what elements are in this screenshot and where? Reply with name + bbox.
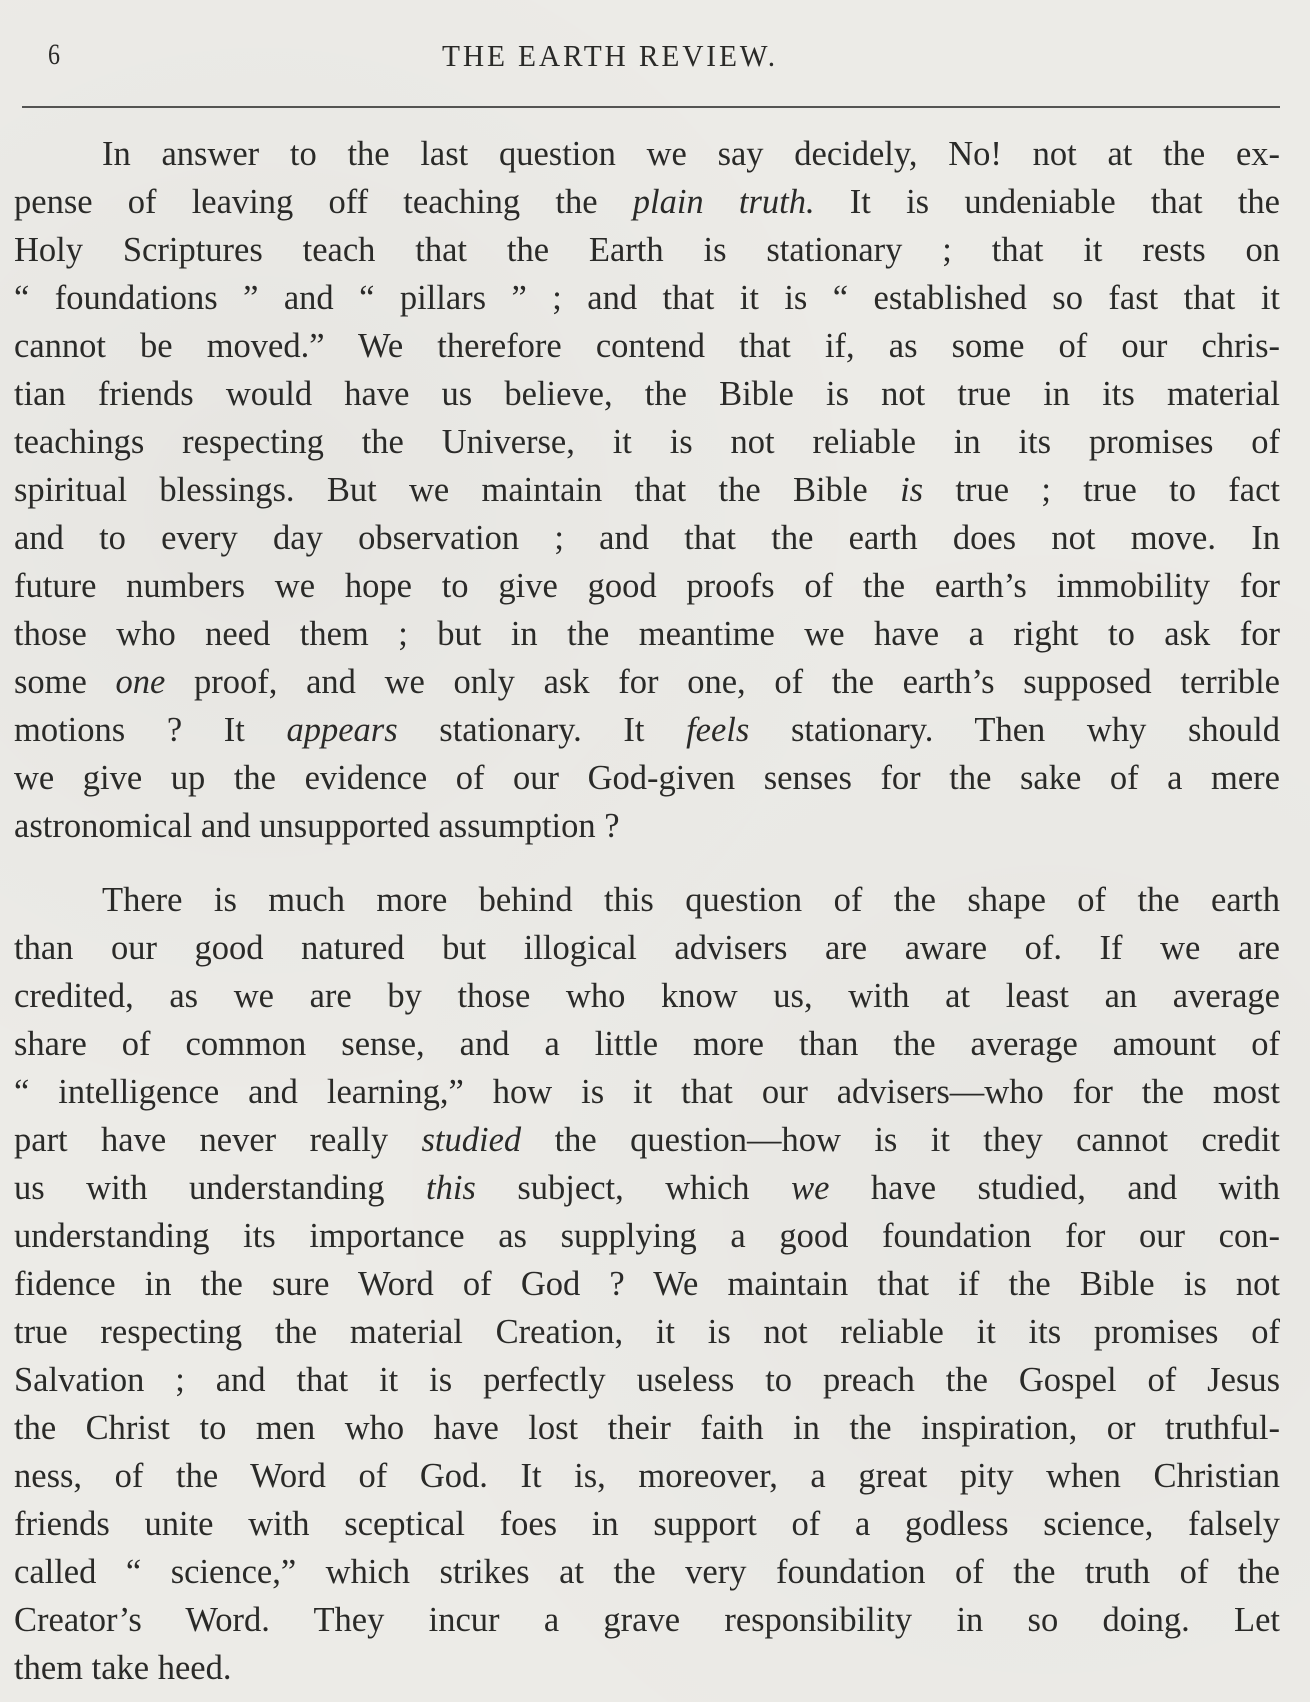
text-line xyxy=(14,562,1280,610)
text-segment: the Christ to men who have lost their faith in the inspiration, or truthful- xyxy=(14,1409,1280,1447)
text-line xyxy=(14,1404,1280,1452)
text-segment: and to every day observation ; and that the earth does not move. In xyxy=(14,519,1280,557)
text-segment: true respecting the material Creation, it is not reliable it its promises of xyxy=(14,1313,1280,1351)
text-segment: motions ? It xyxy=(14,711,287,749)
text-segment: Holy Scriptures teach that the Earth is stationary ; that it rests on xyxy=(14,231,1280,269)
italic-emphasis: is xyxy=(900,471,924,509)
text-line xyxy=(14,418,1280,466)
text-line xyxy=(14,1212,1280,1260)
text-segment: have studied, and with xyxy=(829,1169,1281,1207)
text-line xyxy=(14,1452,1280,1500)
text-segment: fidence in the sure Word of God ? We maintain that if the Bible is not xyxy=(14,1265,1280,1303)
text-segment: those who need them ; but in the meantime we have a right to ask for xyxy=(14,615,1280,653)
text-line xyxy=(14,466,1280,514)
text-segment: stationary. It xyxy=(397,711,687,749)
text-line xyxy=(14,658,1280,706)
text-segment: the question—how is it they cannot credit xyxy=(521,1121,1280,1159)
text-segment: share of common sense, and a little more than the average amount of xyxy=(14,1025,1280,1063)
text-line xyxy=(14,130,1280,178)
text-line xyxy=(14,802,1280,850)
journal-title: THE EARTH REVIEW. xyxy=(442,38,778,73)
text-line xyxy=(14,706,1280,754)
text-line xyxy=(14,754,1280,802)
italic-emphasis: appears xyxy=(286,711,398,749)
text-line xyxy=(14,274,1280,322)
text-segment: us with understanding xyxy=(14,1169,427,1207)
text-line xyxy=(14,1116,1280,1164)
text-segment: astronomical and unsupported assumption ? xyxy=(14,807,620,845)
page-number: 6 xyxy=(48,38,60,71)
text-line xyxy=(14,610,1280,658)
text-line xyxy=(14,322,1280,370)
italic-emphasis: one xyxy=(115,663,166,701)
text-segment: “ intelligence and learning,” how is it that our advisers—who for the most xyxy=(14,1073,1280,1111)
text-line xyxy=(14,1020,1280,1068)
text-segment: true ; true to fact xyxy=(923,471,1280,509)
text-line xyxy=(14,1596,1280,1644)
text-line xyxy=(14,1308,1280,1356)
text-segment: friends unite with sceptical foes in support of a godless science, falsely xyxy=(14,1505,1280,1543)
text-segment: proof, and we only ask for one, of the earth’s supposed terrible xyxy=(165,663,1280,701)
italic-emphasis: studied xyxy=(421,1121,522,1159)
text-line xyxy=(14,514,1280,562)
text-segment: part have never really xyxy=(14,1121,422,1159)
text-segment: “ foundations ” and “ pillars ” ; and that it is “ established so fast that it xyxy=(14,279,1280,317)
text-segment: stationary. Then why should xyxy=(749,711,1280,749)
text-segment: There is much more behind this question of the shape of the earth xyxy=(102,881,1280,919)
text-line xyxy=(14,876,1280,924)
text-segment: teachings respecting the Universe, it is not reliable in its promises of xyxy=(14,423,1280,461)
italic-emphasis: plain truth. xyxy=(632,183,815,221)
text-line xyxy=(14,1500,1280,1548)
text-segment: cannot be moved.” We therefore contend that if, as some of our chris- xyxy=(14,327,1280,365)
text-segment: understanding its importance as supplying a good foundation for our con- xyxy=(14,1217,1280,1255)
text-line xyxy=(14,370,1280,418)
text-segment: pense of leaving off teaching the xyxy=(14,183,633,221)
text-segment: than our good natured but illogical advisers are aware of. If we are xyxy=(14,929,1280,967)
text-segment: future numbers we hope to give good proofs of the earth’s immobility for xyxy=(14,567,1280,605)
text-segment: Creator’s Word. They incur a grave responsibility in so doing. Let xyxy=(14,1601,1280,1639)
text-segment: It is undeniable that the xyxy=(814,183,1280,221)
text-segment: them take heed. xyxy=(14,1649,232,1687)
running-header xyxy=(0,34,1310,74)
paragraph xyxy=(14,130,1280,850)
text-segment: ness, of the Word of God. It is, moreover, a great pity when Christian xyxy=(14,1457,1280,1495)
paragraph xyxy=(14,876,1280,1692)
text-line xyxy=(14,178,1280,226)
text-segment: Salvation ; and that it is perfectly useless to preach the Gospel of Jesus xyxy=(14,1361,1280,1399)
text-segment: In answer to the last question we say decidely, No! not at the ex- xyxy=(102,135,1280,173)
header-rule-divider xyxy=(22,106,1280,108)
text-line xyxy=(14,1260,1280,1308)
italic-emphasis: we xyxy=(791,1169,830,1207)
italic-emphasis: feels xyxy=(686,711,750,749)
text-segment: subject, which xyxy=(475,1169,792,1207)
text-segment: called “ science,” which strikes at the very foundation of the truth of the xyxy=(14,1553,1280,1591)
text-segment: we give up the evidence of our God-given senses for the sake of a mere xyxy=(14,759,1280,797)
text-segment: tian friends would have us believe, the Bible is not true in its material xyxy=(14,375,1280,413)
text-segment: some xyxy=(14,663,116,701)
text-line xyxy=(14,1548,1280,1596)
text-line xyxy=(14,1356,1280,1404)
text-segment: credited, as we are by those who know us, with at least an average xyxy=(14,977,1280,1015)
text-line xyxy=(14,1164,1280,1212)
text-line xyxy=(14,924,1280,972)
text-line xyxy=(14,972,1280,1020)
italic-emphasis: this xyxy=(426,1169,476,1207)
text-line xyxy=(14,226,1280,274)
text-segment: spiritual blessings. But we maintain that the Bible xyxy=(14,471,901,509)
text-line xyxy=(14,1068,1280,1116)
text-line xyxy=(14,1644,1280,1692)
